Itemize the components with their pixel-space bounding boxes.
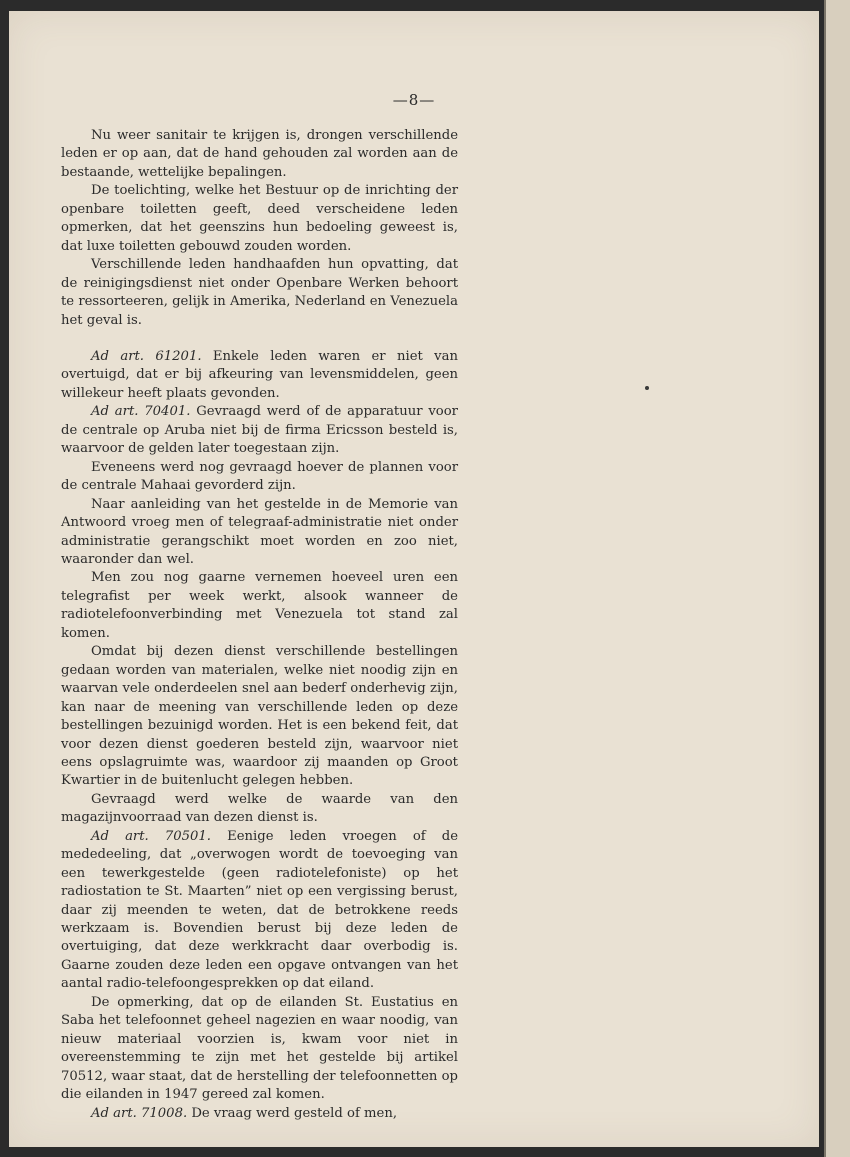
paragraph-3: Verschillende leden handhaafden hun opvatting, dat de reinigingsdienst niet onder Openbare Werken behoort te ressorteeren, gelijk in Amerika, Nederland en Venezuela het geval is. — [61, 257, 458, 328]
paragraph-2: De toelichting, welke het Bestuur op de inrichting der openbare toiletten geeft, deed verscheidene leden opmerken, dat het geenszins hun bedoeling geweest is, dat luxe toiletten gebouwd zouden worden. — [61, 183, 458, 254]
article-ref: Ad art. 70401. — [91, 404, 191, 420]
article-ref: Ad art. 71008. — [91, 1105, 188, 1121]
paragraph-art-70401: Ad art. 70401. Gevraagd werd of de apparatuur voor de centrale op Aruba niet bij de firma Ericsson besteld is, waarvoor de gelden later toegestaan zijn. — [61, 404, 458, 457]
article-ref: Ad art. 61201. — [91, 348, 202, 364]
paragraph-art-70501: Ad art. 70501. Eenige leden vroegen of de mededeeling, dat „overwogen wordt de toevoeging van een tewerkgestelde (geen radiotelefoniste) op het radiostation te St. Maarten” niet op een vergissing berust, daar zij meenden te weten, dat de betrokkene reeds werkzaam is. Bovendien berust bij deze leden de overtuiging, dat deze werkkracht daar overbodig is. Gaarne zouden deze leden een opgave ontvangen van het aantal radio-telefoongesprekken op dat eiland. — [61, 828, 459, 992]
paragraph-art-71008: Ad art. 71008. De vraag werd gesteld of men, — [91, 1105, 398, 1121]
page-number: —8— — [392, 91, 436, 109]
body-text — [61, 127, 458, 1123]
paragraph-6: Eveneens werd nog gevraagd hoever de plannen voor de centrale Mahaai gevorderd zijn. — [61, 459, 458, 494]
document-page — [9, 11, 819, 1147]
paragraph-7: Naar aanleiding van het gestelde in de Memorie van Antwoord vroeg men of telegraaf-administratie niet onder administratie gerangschikt moet worden en zoo niet, waaronder dan wel. — [61, 496, 458, 567]
paragraph-10: Gevraagd werd welke de waarde van den magazijnvoorraad van dezen dienst is. — [61, 791, 458, 826]
paragraph-8: Men zou nog gaarne vernemen hoeveel uren een telegrafist per week werkt, alsook wanneer de radiotelefoonverbinding met Venezuela tot stand zal komen. — [61, 570, 458, 641]
paragraph-1: Nu weer sanitair te krijgen is, drongen verschillende leden er op aan, dat de hand gehouden zal worden aan de bestaande, wettelijke bepalingen. — [61, 128, 458, 180]
article-ref: Ad art. 70501. — [91, 828, 211, 844]
paragraph-art-61201: Ad art. 61201. Enkele leden waren er niet van overtuigd, dat er bij afkeuring van levensmiddelen, geen willekeur heeft plaats gevonden. — [61, 348, 458, 401]
paragraph-9: Omdat bij dezen dienst verschillende bestellingen gedaan worden van materialen, welke niet noodig zijn en waarvan vele onderdeelen snel aan bederf onderhevig zijn, kan naar de meening van verschillende leden op deze bestellingen bezuinigd worden. Het is een bekend feit, dat voor dezen dienst goederen besteld zijn, waarvoor niet eens opslagruimte was, waardoor zij maanden op Groot Kwartier in de buitenlucht gelegen hebben. — [61, 644, 458, 789]
paper-speck — [645, 386, 649, 390]
paragraph-12: De opmerking, dat op de eilanden St. Eustatius en Saba het telefoonnet geheel nagezien en waar noodig, van nieuw materiaal voorzien is, kwam voor niet in overeenstemming te zijn met het gestelde bij artikel 70512, waar staat, dat de herstelling der telefoonnetten op die eilanden in 1947 gereed zal komen. — [61, 994, 458, 1103]
next-page-edge — [824, 0, 850, 1157]
